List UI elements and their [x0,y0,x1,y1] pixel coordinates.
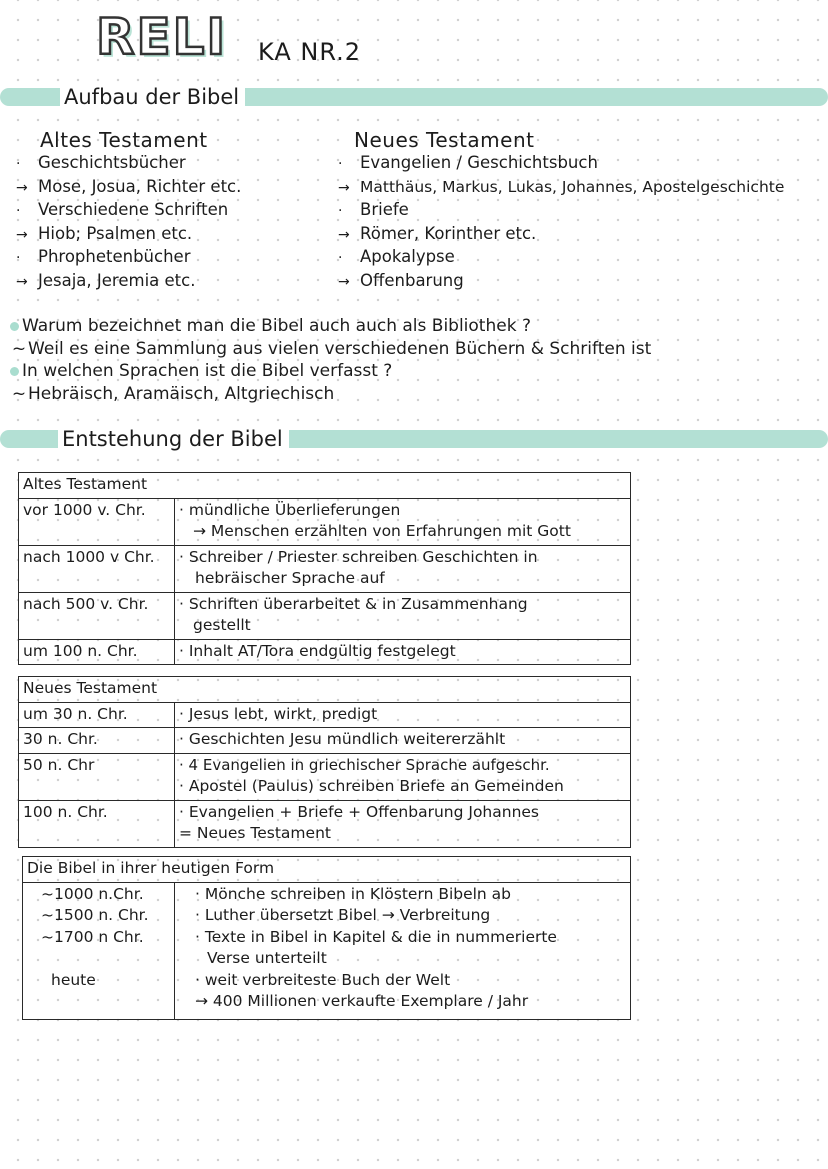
list-item: · Apokalypse [338,247,455,266]
table-header: Die Bibel in ihrer heutigen Form [23,857,631,883]
content-cell: · Schriften überarbeitet & in Zusammenhang gestellt [175,592,631,639]
new-testament-list [338,128,784,293]
question: Warum bezeichnet man die Bibel auch auch als Bibliothek ? [10,315,651,338]
list-item: · Verschiedene Schriften [16,200,229,219]
list-item: → Offenbarung [338,270,464,290]
date-cell: 100 n. Chr. [19,800,175,847]
table-row [19,592,631,639]
date-cell: 50 n. Chr [19,753,175,800]
section-heading-entstehung: Entstehung der Bibel [58,427,289,451]
table-new-testament [18,676,631,848]
table-row [19,639,631,665]
list-item: · Phrophetenbücher [16,247,191,266]
content-cell: · Inhalt AT/Tora endgültig festgelegt [175,639,631,665]
table-row [19,728,631,754]
content-cell: · Jesus lebt, wirkt, predigt [175,702,631,728]
table-row [19,753,631,800]
date-cell: nach 500 v. Chr. [19,592,175,639]
old-testament-list [16,128,241,293]
table-row [19,545,631,592]
list-item: · Evangelien / Geschichtsbuch [338,153,598,172]
table-row [23,882,631,1019]
content-cell: · Geschichten Jesu mündlich weitererzählt [175,728,631,754]
table-row [19,800,631,847]
page-subtitle: KA NR.2 [258,38,362,66]
content-cell: · Evangelien + Briefe + Offenbarung Johannes = Neues Testament [175,800,631,847]
table-header: Neues Testament [19,677,631,703]
content-cell: · 4 Evangelien in griechischer Sprache aufgeschr. · Apostel (Paulus) schreiben Briefe an Gemeinden [175,753,631,800]
content-cell: · Mönche schreiben in Klöstern Bibeln ab · Luther übersetzt Bibel → Verbreitung · Texte in Bibel in Kapitel & die in nummerierte Verse unterteilt · weit verbreiteste Buch der Welt → 400 Millionen verkaufte Exemplare / Jahr [175,882,631,1019]
date-cell: um 30 n. Chr. [19,702,175,728]
list-item: · Geschichtsbücher [16,153,186,172]
list-item: → Mose, Josua, Richter etc. [16,176,242,196]
table-row [19,702,631,728]
answer: ~ Weil es eine Sammlung aus vielen verschiedenen Büchern & Schriften ist [11,338,652,359]
answer: ~ Hebräisch, Aramäisch, Altgriechisch [11,383,335,404]
table-header: Altes Testament [19,473,631,499]
question: In welchen Sprachen ist die Bibel verfasst ? [10,360,651,383]
date-cell: ~1000 n.Chr. ~1500 n. Chr. ~1700 n Chr. heute [23,882,175,1019]
section-heading-aufbau: Aufbau der Bibel [60,85,245,109]
old-testament-title: Altes Testament [40,128,208,152]
table-today [22,856,631,1020]
date-cell: vor 1000 v. Chr. [19,498,175,545]
page-title: RELI [96,8,228,66]
content-cell: · Schreiber / Priester schreiben Geschichten in hebräischer Sprache auf [175,545,631,592]
list-item: → Römer, Korinther etc. [338,223,537,243]
content-cell: · mündliche Überlieferungen → Menschen erzählten von Erfahrungen mit Gott [175,498,631,545]
list-item: → Jesaja, Jeremia etc. [16,270,196,290]
list-item: → Hiob; Psalmen etc. [16,223,193,243]
qa-block [10,315,651,405]
bullet-icon [10,322,19,331]
list-item: · Briefe [338,200,409,219]
date-cell: 30 n. Chr. [19,728,175,754]
list-item: → Matthäus, Markus, Lukas, Johannes, Apostelgeschichte [338,177,785,196]
date-cell: um 100 n. Chr. [19,639,175,665]
table-row [19,498,631,545]
table-old-testament [18,472,631,665]
bullet-icon [10,367,19,376]
new-testament-title: Neues Testament [354,128,535,152]
date-cell: nach 1000 v Chr. [19,545,175,592]
